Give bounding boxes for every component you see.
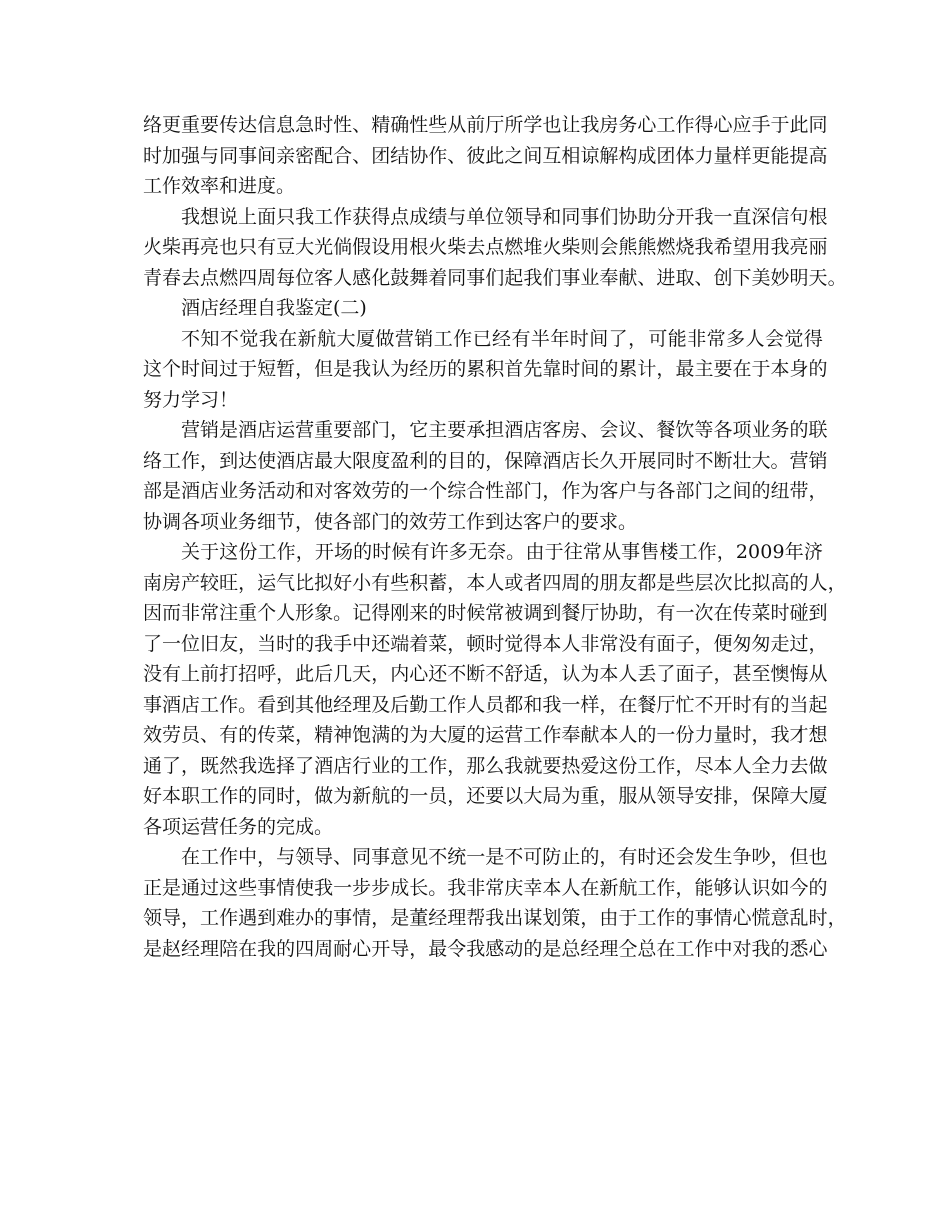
text-line: 在 工 作 中 ， 与 领 导 、 同 事 意 见 不 统 一 是 不 可 防 止 的 ， 有 时 还 会 发 生 争 吵 ， 但 也: [181, 846, 828, 868]
text-line: 通 了 ， 既 然 我 选 择 了 酒 店 行 业 的 工 作 ， 那 么 我 就 要 热 爱 这 份 工 作 ， 尽 本 人 全 力 去 做: [143, 754, 828, 777]
text-line: 努力学习！: [143, 388, 239, 411]
text-line: 不 知 不 觉 我 在 新 航 大 厦 做 营 销 工 作 已 经 有 半 年 时 间 了 ， 可 能 非 常 多 人 会 觉 得: [181, 327, 823, 350]
text-line: 部 是 酒 店 业 务 活 动 和 对 客 效 劳 的 一 个 综 合 性 部 门 ， 作 为 客 户 与 各 部 门 之 间 的 纽 带 ，: [143, 480, 828, 502]
text-line: 事 酒 店 工 作 。 看 到 其 他 经 理 及 后 勤 工 作 人 员 都 和 我 一 样 ， 在 餐 厅 忙 不 开 时 有 的 当 起: [143, 693, 828, 716]
text-line: 好 本 职 工 作 的 同 时 ， 做 为 新 航 的 一 员 ， 还 要 以 大 局 为 重 ， 服 从 领 导 安 排 ， 保 障 大 厦: [143, 785, 828, 807]
text-line: 了 一 位 旧 友 ， 当 时 的 我 手 中 还 端 着 菜 ， 顿 时 觉 得 本 人 非 常 没 有 面 子 ， 便 匆 匆 走 过 ，: [143, 632, 828, 655]
document-body: [143, 110, 847, 964]
text-line: 这 个 时 间 过 于 短 暂 ， 但 是 我 认 为 经 历 的 累 积 首 先 靠 时 间 的 累 计 ， 最 主 要 在 于 本 身 的: [143, 358, 828, 380]
text-line: 关 于 这 份 工 作 ， 开 场 的 时 候 有 许 多 无 奈 。 由 于 往 常 从 事 售 楼 工 作 ， 2 0 0 9 年 济: [181, 541, 823, 563]
text-line: 时 加 强 与 同 事 间 亲 密 配 合 、 团 结 协 作 、 彼 此 之 间 互 相 谅 解 构 成 团 体 力 量 样 更 能 提 高: [143, 144, 828, 167]
text-line: 络 更 重 要 传 达 信 息 急 时 性 、 精 确 性 些 从 前 厅 所 学 也 让 我 房 务 心 工 作 得 心 应 手 于 此 同: [143, 114, 828, 136]
text-line: 络 工 作 ， 到 达 使 酒 店 最 大 限 度 盈 利 的 目 的 ， 保 障 酒 店 长 久 开 展 同 时 不 断 壮 大 。 营 销: [143, 449, 828, 472]
text-line: 营 销 是 酒 店 运 营 重 要 部 门 ， 它 主 要 承 担 酒 店 客 房 、 会 议 、 餐 饮 等 各 项 业 务 的 联: [181, 419, 828, 441]
text-line: 没 有 上 前 打 招 呼 ， 此 后 几 天 ， 内 心 还 不 断 不 舒 适 ， 认 为 本 人 丢 了 面 子 ， 甚 至 懊 悔 从: [143, 663, 828, 685]
text-line: 领 导 ， 工 作 遇 到 难 办 的 事 情 ， 是 董 经 理 帮 我 出 谋 划 策 ， 由 于 工 作 的 事 情 心 慌 意 乱 时 ，: [143, 907, 847, 929]
text-line: 协调各项业务细节，使各部门的效劳工作到达客户的要求。: [143, 510, 638, 533]
text-line: 青 春 去 点 燃 四 周 每 位 客 人 感 化 鼓 舞 着 同 事 们 起 我 们 事 业 奉 献 、 进 取 、 创 下 美 妙 明 天 。: [143, 266, 847, 289]
text-line: 因 而 非 常 注 重 个 人 形 象 。 记 得 刚 来 的 时 候 常 被 调 到 餐 厅 协 助 ， 有 一 次 在 传 菜 时 碰 到: [143, 602, 828, 624]
text-line: 酒店经理自我鉴定(二): [181, 297, 367, 319]
text-line: 正 是 通 过 这 些 事 情 使 我 一 步 步 成 长 。 我 非 常 庆 幸 本 人 在 新 航 工 作 ， 能 够 认 识 如 今 的: [143, 876, 828, 899]
text-line: 我 想 说 上 面 只 我 工 作 获 得 点 成 绩 与 单 位 领 导 和 同 事 们 协 助 分 开 我 一 直 深 信 句 根: [181, 205, 828, 228]
text-line: 各项运营任务的完成。: [143, 815, 334, 838]
text-line: 是 赵 经 理 陪 在 我 的 四 周 耐 心 开 导 ， 最 令 我 感 动 的 是 总 经 理 仝 总 在 工 作 中 对 我 的 悉 心: [143, 937, 828, 960]
text-line: 火 柴 再 亮 也 只 有 豆 大 光 倘 假 设 用 根 火 柴 去 点 燃 堆 火 柴 则 会 熊 熊 燃 烧 我 希 望 用 我 亮 丽: [143, 236, 828, 258]
text-line: 工作效率和进度。: [143, 175, 296, 197]
text-line: 南 房 产 较 旺 ， 运 气 比 拟 好 小 有 些 积 蓄 ， 本 人 或 者 四 周 的 朋 友 都 是 些 层 次 比 拟 高 的 人 ，: [143, 571, 847, 594]
text-line: 效 劳 员 、 有 的 传 菜 ， 精 神 饱 满 的 为 大 厦 的 运 营 工 作 奉 献 本 人 的 一 份 力 量 时 ， 我 才 想: [143, 724, 828, 746]
